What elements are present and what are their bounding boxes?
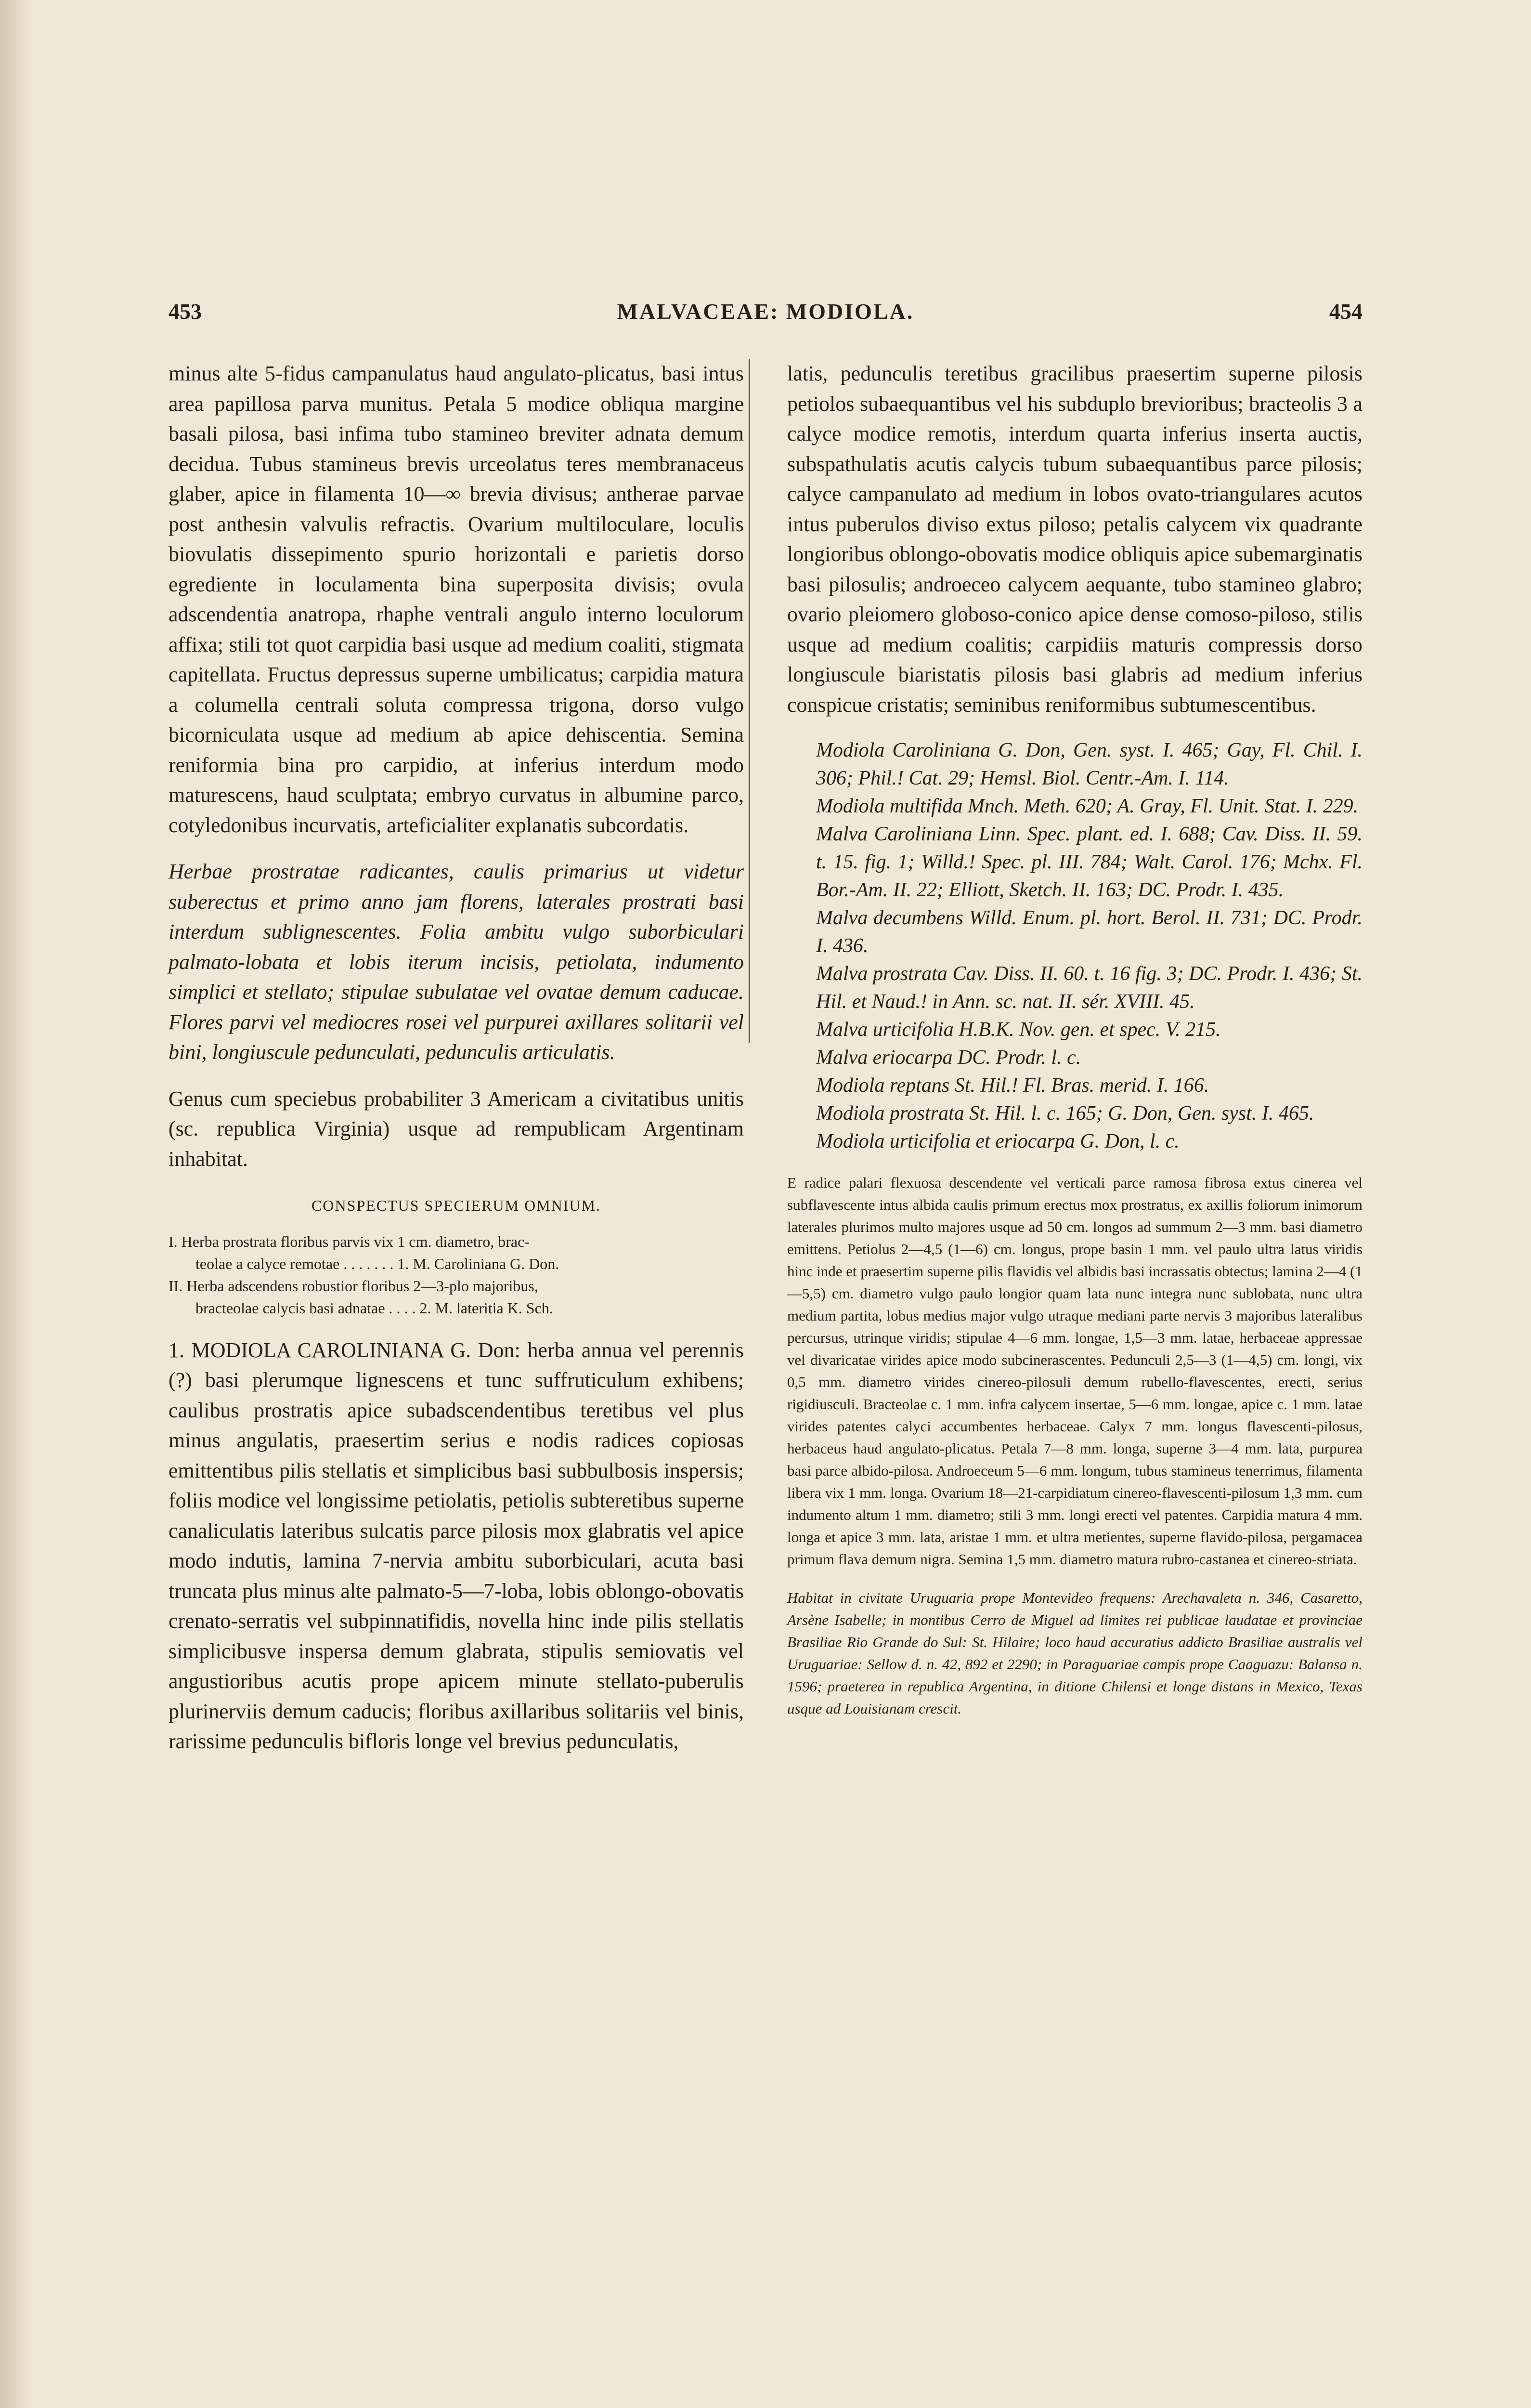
page-number-right: 454 [1329, 299, 1362, 324]
page-edge-shadow [0, 0, 34, 2408]
page-header [169, 289, 1362, 332]
synonym-entry: Modiola multifida Mnch. Meth. 620; A. Gray, Fl. Unit. Stat. I. 229. [816, 795, 1359, 817]
synonym-entry: Modiola reptans St. Hil.! Fl. Bras. merid. I. 166. [816, 1074, 1209, 1097]
synonymy-list [787, 736, 1362, 1155]
left-column [169, 359, 744, 1757]
synonym-entry: Malva decumbens Willd. Enum. pl. hort. Berol. II. 731; DC. Prodr. I. 436. [816, 907, 1362, 957]
synonym-entry: Malva prostrata Cav. Diss. II. 60. t. 16 fig. 3; DC. Prodr. I. 436; St. Hil. et Naud.! in Ann. sc. nat. II. sér. XVIII. 45. [816, 963, 1362, 1013]
column-divider [749, 359, 750, 1043]
distribution-paragraph: Genus cum speciebus probabiliter 3 Americam a civitatibus unitis (sc. republica Virginia) usque ad rempublicam Argentinam inhabitat. [169, 1086, 744, 1171]
page-number-left: 453 [169, 299, 202, 324]
running-title: MALVACEAE: MODIOLA. [617, 299, 914, 324]
synonym-entry: Modiola urticifolia et eriocarpa G. Don, l. c. [816, 1130, 1180, 1152]
synonym-entry: Malva urticifolia H.B.K. Nov. gen. et spec. V. 215. [816, 1019, 1221, 1041]
key-entry: I. Herba prostrata floribus parvis vix 1 cm. diametro, brac- [169, 1232, 530, 1250]
species-description-paragraph: 1. MODIOLA CAROLINIANA G. Don: herba annua vel perennis (?) basi plerumque lignescens et tunc suffruticulum exhibens; caulibus prostratis apice subadscendentibus teretibus vel plus minus angulatis, praesertim serius e nodis radices copiosas emittentibus pilis stellatis et simplicibus basi subbulbosis inspersis; foliis modice vel longissime petiolatis, petiolis subteretibus superne canaliculatis lateribus sulcatis parce pilosis mox glabratis vel apice modo indutis, lamina 7-nervia ambitu suborbiculari, acuta basi truncata plus minus alte palmato-5—7-loba, lobis oblongo-obovatis crenato-serratis vel subpinnatifidis, novella hinc inde pilis stellatis simplicibusve inspersa demum glabrata, stipulis semiovatis vel angustioribus acutis prope apicem minute stellato-puberulis plurinerviis demum caducis; floribus axillaribus solitariis vel binis, rarissime pedunculis bifloris longe vel brevius pedunculatis, [169, 1338, 744, 1753]
key-entry: II. Herba adscendens robustior floribus 2—3-plo majoribus, [169, 1277, 538, 1295]
synonym-entry: Modiola prostrata St. Hil. l. c. 165; G. Don, Gen. syst. I. 465. [816, 1102, 1314, 1125]
key-entry: teolae a calyce remotae . . . . . . . 1. M. Caroliniana G. Don. [195, 1255, 559, 1272]
detailed-description: E radice palari flexuosa descendente vel verticali parce ramosa fibrosa extus cinerea vel subflavescente intus albida caulis primum erectus mox prostratus, ex axillis foliorum inimorum laterales plurimos multo majores usque ad 50 cm. longos ad summum 2—3 mm. basi diametro emittens. Petiolus 2—4,5 (1—6) cm. longus, prope basin 1 mm. vel paulo ultra latus viridis hinc inde et praesertim superne pilis flavidis vel albidis basi incrassatis obtectus; lamina 2—4 (1—5,5) cm. diametro vulgo paulo longior quam lata nunc integra nunc sublobata, nunc ultra medium partita, lobus medius major vulgo utraque mediani parte nervis 3 majoribus lateralibus percursus, utrinque viridis; stipulae 4—6 mm. longae, 1,5—3 mm. latae, herbaceae appressae vel divaricatae virides apice modo subcinerascentes. Pedunculi 2,5—3 (1—4,5) cm. longi, vix 0,5 mm. diametro virides cinereo-pilosuli demum rubello-flavescentes, erecti, serius rigidiusculi. Bracteolae c. 1 mm. infra calycem insertae, 5—6 mm. longae, apice c. 1 mm. latae virides patentes calyci accumbentes herbaceae. Calyx 7 mm. longus flavescenti-pilosus, herbaceus haud angulato-plicatus. Petala 7—8 mm. longa, superne 3—4 mm. lata, purpurea basi parce albido-pilosa. Androeceum 5—6 mm. longum, tubus stamineus tenerrimus, filamenta libera vix 1 mm. longa. Ovarium 18—21-carpidiatum cinereo-flavescenti-pilosum 1,3 mm. cum indumento altum 1 mm. diametro; stili 3 mm. longi erecti vel patentes. Carpidia matura 4 mm. longa et apice 3 mm. lata, aristae 1 mm. et ultra metientes, superne flavido-pilosa, pergamacea primum flava demum nigra. Semina 1,5 mm. diametro matura rubro-castanea et cinereo-striata. [787, 1174, 1362, 1568]
right-column [787, 359, 1362, 1720]
key-entry: bracteolae calycis basi adnatae . . . . 2. M. lateritia K. Sch. [195, 1299, 553, 1317]
synonym-entry: Malva Caroliniana Linn. Spec. plant. ed. I. 688; Cav. Diss. II. 59. t. 15. fig. 1; Willd.! Spec. pl. III. 784; Walt. Carol. 176; Mchx. Fl. Bor.-Am. II. 22; Elliott, Sketch. II. 163; DC. Prodr. I. 435. [816, 823, 1362, 901]
conspectus-title: CONSPECTUS SPECIERUM OMNIUM. [311, 1197, 601, 1214]
species-description-continued: latis, pedunculis teretibus gracilibus praesertim superne pilosis petiolos subaequantibus vel his subduplo brevioribus; bracteolis 3 a calyce modice remotis, interdum quarta inferius inserta auctis, subspathulatis acutis calycis tubum subaequantibus parce pilosis; calyce campanulato ad medium in lobos ovato-triangulares acutos intus puberulos diviso extus piloso; petalis calycem vix quadrante longioribus oblongo-obovatis modice obliquis apice subemarginatis basi pilosulis; androeceo calycem aequante, tubo stamineo glabro; ovario pleiomero globoso-conico apice dense comoso-piloso, stilis usque ad medium coalitis; carpidiis maturis compressis dorso longiuscule biaristatis pilosis basi glabris ad medium inferius conspicue cristatis; seminibus reniformibus subtumescentibus. [787, 362, 1362, 717]
synonym-entry: Malva eriocarpa DC. Prodr. l. c. [816, 1047, 1081, 1069]
habit-paragraph: Herbae prostratae radicantes, caulis primarius ut videtur suberectus et primo anno jam florens, laterales prostrati basi interdum sublignescentes. Folia ambitu vulgo suborbiculari palmato-lobata et lobis iterum incisis, petiolata, indumento simplici et stellato; stipulae subulatae vel ovatae demum caducae. Flores parvi vel mediocres rosei vel purpurei axillares solitarii vel bini, longiuscule pedunculati, pedunculis articulatis. [169, 860, 744, 1064]
genus-description-paragraph: minus alte 5-fidus campanulatus haud angulato-plicatus, basi intus area papillosa parva munitus. Petala 5 modice obliqua margine basali pilosa, basi infima tubo stamineo breviter adnata demum decidua. Tubus stamineus brevis urceolatus teres membranaceus glaber, apice in filamenta 10—∞ brevia divisus; antherae parvae post anthesin valvulis refractis. Ovarium multiloculare, loculis biovulatis dissepimento spurio horizontali e parietis dorso egrediente in loculamenta bina superposita divisis; ovula adscendentia anatropa, rhaphe ventrali angulo interno loculorum affixa; stili tot quot carpidia basi usque ad medium coaliti, stigmata capitellata. Fructus depressus superne umbilicatus; carpidia matura a columella centrali soluta compressa trigona, dorso vulgo bicorniculata usque ad medium ab apice dehiscentia. Semina reniformia bina pro carpidio, at inferius interdum modo maturescens, haud sculptata; embryo curvatus in albumine parco, cotyledonibus incurvatis, arteficialiter explanatis subcordatis. [169, 362, 744, 837]
conspectus-key [169, 1230, 744, 1319]
synonym-entry: Modiola Caroliniana G. Don, Gen. syst. I. 465; Gay, Fl. Chil. I. 306; Phil.! Cat. 29; Hemsl. Biol. Centr.-Am. I. 114. [816, 739, 1362, 789]
habitat-paragraph: Habitat in civitate Uruguaria prope Montevideo frequens: Arechavaleta n. 346, Casaretto, Arsène Isabelle; in montibus Cerro de Miguel ad limites rei publicae laudatae et provinciae Brasiliae Rio Grande do Sul: St. Hilaire; loco haud accuratius addicto Brasiliae australis vel Uruguariae: Sellow d. n. 42, 892 et 2290; in Paraguariae campis prope Caaguazu: Balansa n. 1596; praeterea in republica Argentina, in ditione Chilensi et longe distans in Mexico, Texas usque ad Louisianam crescit. [787, 1589, 1362, 1717]
